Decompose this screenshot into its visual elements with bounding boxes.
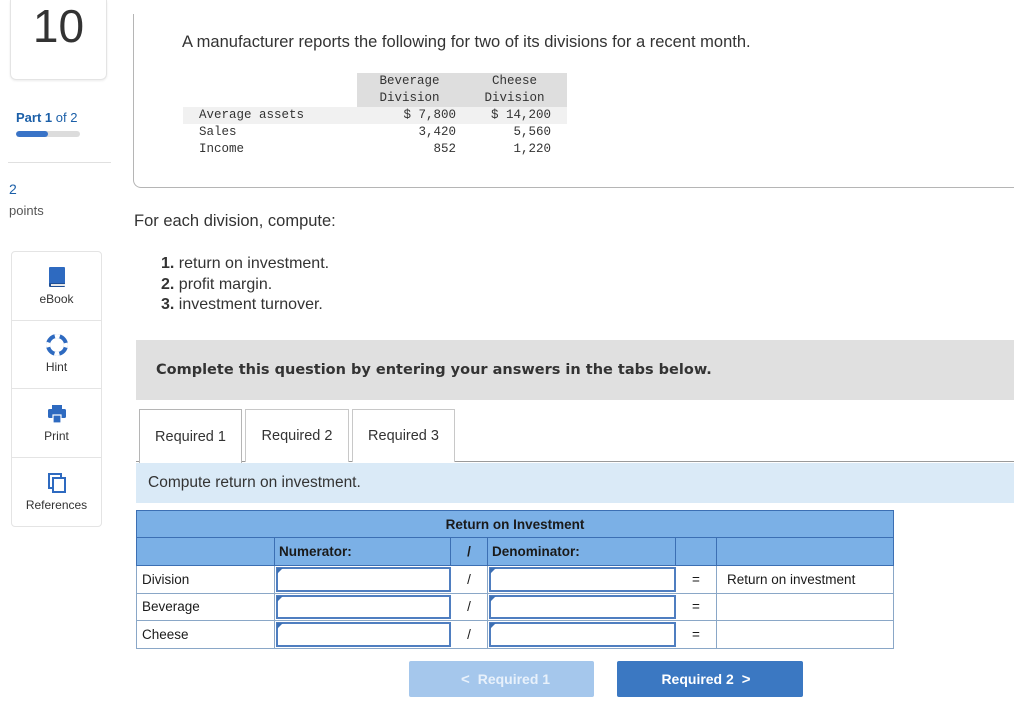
compute-prompt: For each division, compute: bbox=[134, 212, 336, 230]
result-header: Return on investment bbox=[727, 571, 856, 587]
equals-symbol: = bbox=[676, 594, 717, 621]
denominator-header: Denominator: bbox=[488, 538, 676, 565]
part-progress-fill bbox=[16, 131, 48, 137]
book-icon bbox=[46, 266, 68, 288]
cheese-header-line2: Division bbox=[462, 90, 567, 107]
tab-required-1[interactable]: Required 1 bbox=[139, 409, 242, 463]
row-label: Cheese bbox=[137, 621, 275, 648]
beverage-header-line1: Beverage bbox=[357, 73, 462, 90]
beverage-value: $ 7,800 bbox=[357, 107, 462, 124]
next-required-button[interactable] bbox=[617, 661, 803, 697]
question-number: 10 bbox=[32, 0, 85, 52]
step-item: 2. profit margin. bbox=[161, 275, 273, 293]
table-row bbox=[136, 621, 894, 649]
roi-table-title: Return on Investment bbox=[136, 510, 894, 538]
part-progress-bar bbox=[16, 131, 80, 137]
roi-header-row bbox=[136, 538, 894, 566]
numerator-input[interactable] bbox=[276, 622, 451, 647]
row-label: Average assets bbox=[183, 107, 357, 124]
beverage-header-line2: Division bbox=[357, 90, 462, 107]
print-button[interactable] bbox=[12, 389, 101, 458]
denominator-input[interactable] bbox=[489, 622, 676, 647]
print-label: Print bbox=[44, 428, 69, 443]
divide-symbol: / bbox=[451, 538, 488, 565]
hint-label: Hint bbox=[45, 360, 68, 375]
cheese-value: 1,220 bbox=[513, 142, 551, 156]
table-row bbox=[136, 594, 894, 622]
references-button[interactable] bbox=[12, 458, 101, 527]
points-value: 2 bbox=[9, 181, 17, 197]
printer-icon bbox=[46, 403, 68, 425]
prev-required-label: Required 1 bbox=[477, 671, 551, 687]
chevron-left-icon: < bbox=[460, 670, 470, 688]
row-label: Beverage bbox=[137, 594, 275, 621]
result-input[interactable] bbox=[717, 621, 893, 648]
complete-instruction: Complete this question by entering your answers in the tabs below. bbox=[156, 362, 712, 378]
beverage-value: 3,420 bbox=[418, 125, 456, 139]
beverage-value: 852 bbox=[433, 142, 456, 156]
required-instruction: Compute return on investment. bbox=[136, 463, 1014, 503]
part-current: 1 bbox=[44, 110, 53, 125]
points-label: points bbox=[9, 203, 44, 218]
step-item: 3. investment turnover. bbox=[161, 296, 323, 313]
tools-panel bbox=[11, 251, 102, 527]
complete-instruction-bar bbox=[136, 340, 1014, 400]
numerator-input[interactable] bbox=[276, 595, 451, 620]
references-label: References bbox=[25, 497, 88, 512]
question-intro: A manufacturer reports the following for two of its divisions for a recent month. bbox=[182, 33, 751, 51]
part-of-total: of 2 bbox=[55, 110, 78, 125]
result-input[interactable] bbox=[717, 594, 893, 621]
references-icon bbox=[46, 472, 68, 494]
denominator-input[interactable] bbox=[489, 595, 676, 620]
tab-required-3[interactable]: Required 3 bbox=[352, 409, 455, 462]
denominator-input[interactable] bbox=[489, 567, 676, 592]
row-label: Sales bbox=[199, 125, 237, 139]
tab-required-2[interactable]: Required 2 bbox=[245, 409, 349, 462]
cheese-value: 5,560 bbox=[513, 125, 551, 139]
equals-symbol: = bbox=[676, 621, 717, 648]
cheese-value: $ 14,200 bbox=[462, 107, 567, 124]
ebook-label: eBook bbox=[39, 291, 74, 306]
division-data-table bbox=[183, 73, 567, 158]
step-item: 1. return on investment. bbox=[161, 255, 330, 272]
divide-symbol: / bbox=[451, 621, 488, 648]
part-prefix: Part bbox=[16, 110, 42, 125]
chevron-right-icon: > bbox=[741, 670, 751, 688]
question-number-box bbox=[10, 0, 107, 80]
ebook-button[interactable] bbox=[12, 252, 101, 321]
numerator-input[interactable] bbox=[276, 567, 451, 592]
row-label: Division bbox=[137, 566, 275, 593]
hint-button[interactable] bbox=[12, 321, 101, 390]
divide-symbol: / bbox=[451, 566, 488, 593]
steps-list bbox=[161, 254, 329, 316]
part-indicator bbox=[16, 110, 77, 125]
numerator-header: Numerator: bbox=[275, 538, 451, 565]
next-required-label: Required 2 bbox=[661, 671, 734, 687]
prev-required-button[interactable] bbox=[409, 661, 594, 697]
roi-table bbox=[136, 510, 894, 649]
lifebuoy-icon bbox=[46, 334, 68, 356]
equals-symbol: = bbox=[676, 566, 717, 593]
table-row bbox=[136, 566, 894, 594]
cheese-header-line1: Cheese bbox=[462, 73, 567, 90]
sidebar-divider bbox=[8, 162, 111, 163]
row-label: Income bbox=[199, 142, 245, 156]
divide-symbol: / bbox=[451, 594, 488, 621]
